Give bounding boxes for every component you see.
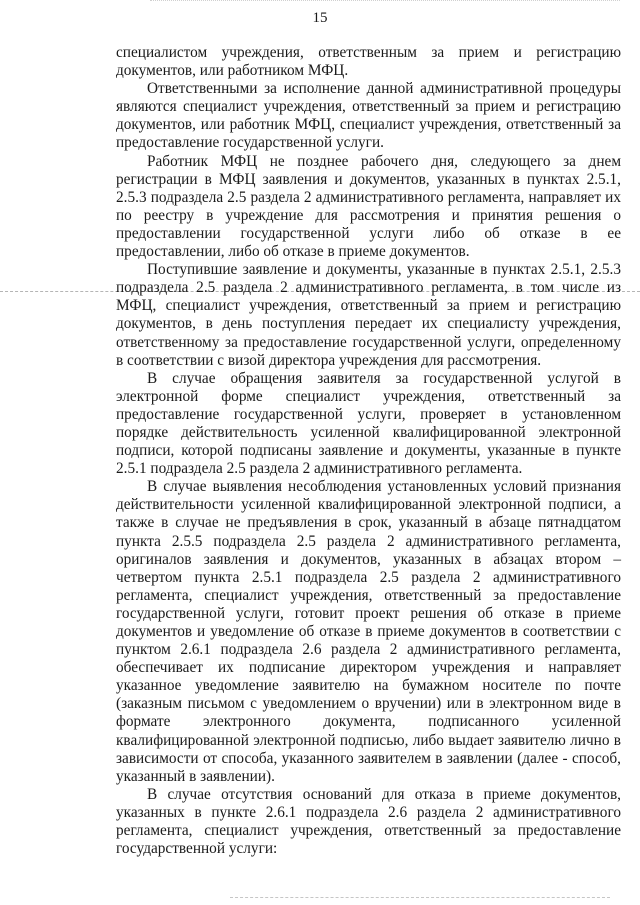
paragraph-signature-invalid: В случае выявления несоблюдения установленных условий признания действительности усиленной квалифицированной электронной подписи, а также в случае не предъявления в срок, указанный в абзаце пятнадцатом пункта 2.5.5 подраздела 2.5 раздела 2 административного регламента, оригиналов заявления и документов, указанных в абзацах втором – четвертом пункта 2.5.1 подраздела 2.5 раздела 2 административного регламента, специалист учреждения, ответственный за предоставление государственной услуги, готовит проект решения об отказе в приеме документов и уведомление об отказе в приеме документов в соответствии с пунктом 2.6.1 подраздела 2.6 раздела 2 административного регламента, обеспечивает их подписание директором учреждения и направляет указанное уведомление заявителю на бумажном носителе по почте (заказным письмом с уведомлением о вручении) или в электронном виде в формате электронного документа, подписанного усиленной квалифицированной электронной подписью, либо выдает заявителю лично в зависимости от способа, указанного заявителем в заявлении (далее - способ, указанный в заявлении).	[116, 478, 621, 785]
paragraph-responsible-persons: Ответственными за исполнение данной административной процедуры являются специалист учреждения, ответственный за прием и регистрацию документов, или работник МФЦ, специалист учреждения, ответственный за предоставление государственной услуги.	[116, 80, 621, 152]
paragraph-continuation: специалистом учреждения, ответственным за прием и регистрацию документов, или работником МФЦ.	[116, 44, 621, 80]
scan-artifact-bottom	[230, 897, 610, 898]
paragraph-received-documents: Поступившие заявление и документы, указанные в пунктах 2.5.1, 2.5.3 подраздела 2.5 раздела 2 административного регламента, в том числе из МФЦ, специалист учреждения, ответственный за прием и регистрацию документов, в день поступления передает их специалисту учреждения, ответственному за предоставление государственной услуги, определенному в соответствии с визой директора учреждения для рассмотрения.	[116, 261, 621, 369]
document-body	[116, 44, 621, 858]
paragraph-mfc-transfer: Работник МФЦ не позднее рабочего дня, следующего за днем регистрации в МФЦ заявления и документов, указанных в пунктах 2.5.1, 2.5.3 подраздела 2.5 раздела 2 административного регламента, направляет их по реестру в учреждение для рассмотрения и принятия решения о предоставлении государственной услуги либо об отказе в ее предоставлении, либо об отказе в приеме документов.	[116, 152, 621, 261]
paragraph-no-refusal-grounds: В случае отсутствия оснований для отказа в приеме документов, указанных в пункте 2.6.1 подраздела 2.6 раздела 2 административного регламента, специалист учреждения, ответственный за предоставление государственной услуги:	[116, 785, 621, 858]
page-number: 15	[312, 10, 328, 26]
scan-artifact-top	[150, 0, 620, 1]
paragraph-electronic-form: В случае обращения заявителя за государственной услугой в электронной форме специалист учреждения, ответственный за предоставление государственной услуги, проверяет в установленном порядке действительность усиленной квалифицированной электронной подписи, которой подписаны заявление и документы, указанные в пункте 2.5.1 подраздела 2.5 раздела 2 административного регламента.	[116, 369, 621, 478]
